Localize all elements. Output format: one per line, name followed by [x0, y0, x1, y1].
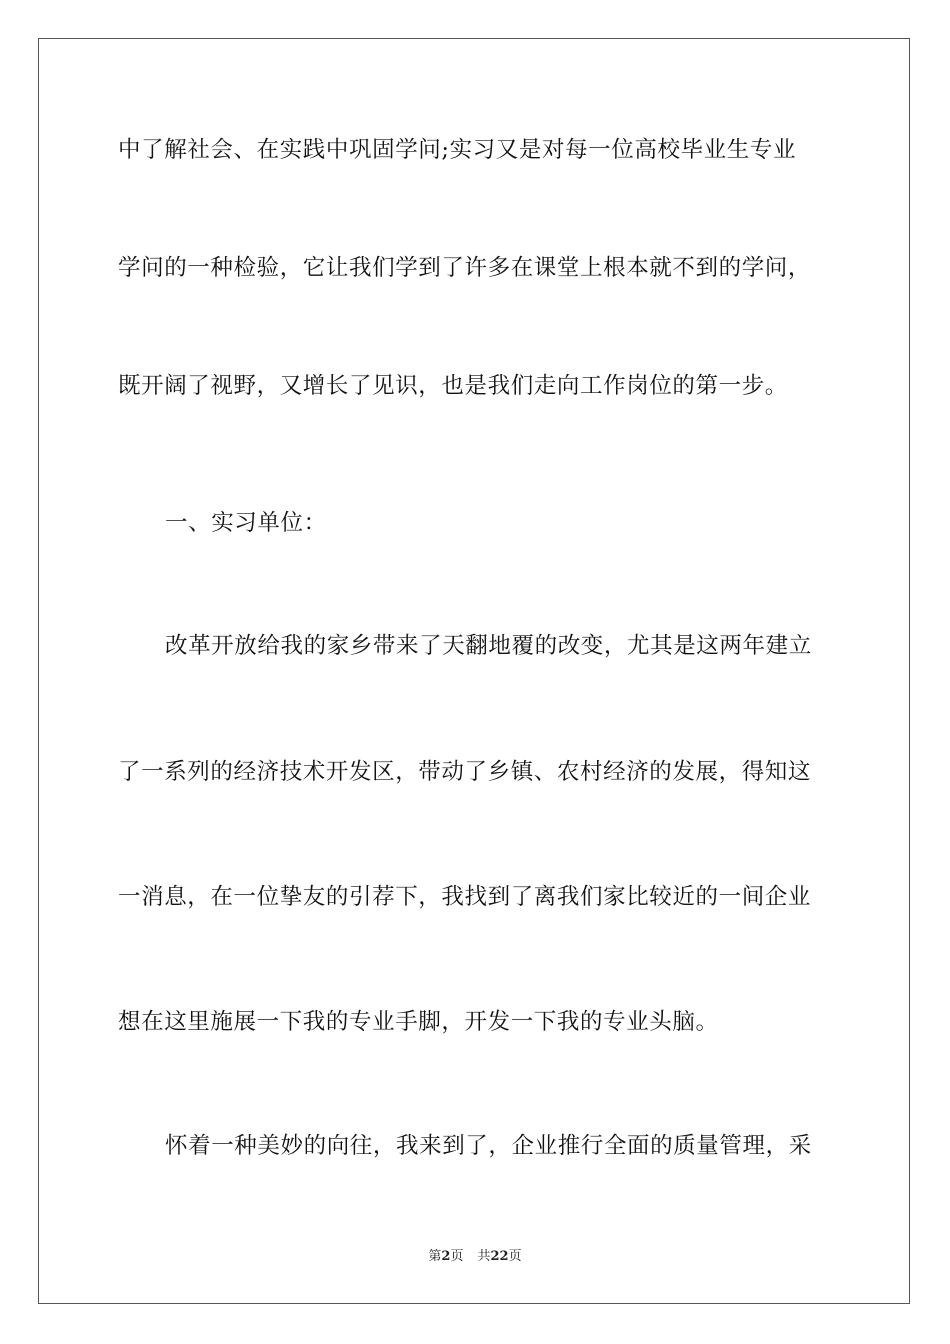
footer-total-unit: 页 [508, 1249, 522, 1264]
footer-page-number: 2 [441, 1249, 451, 1264]
text-line-3: 既开阔了视野，又增长了见识，也是我们走向工作岗位的第一步。 [118, 373, 788, 399]
page-footer [0, 1248, 950, 1266]
footer-total-prefix: 共 [477, 1249, 491, 1264]
footer-page-unit: 页 [450, 1249, 464, 1264]
text-line-6: 了一系列的经济技术开发区，带动了乡镇、农村经济的发展，得知这 [118, 759, 812, 785]
text-line-2: 学问的一种检验，它让我们学到了许多在课堂上根本就不到的学问， [118, 255, 812, 281]
footer-page-prefix: 第 [428, 1249, 442, 1264]
text-line-5: 改革开放给我的家乡带来了天翻地覆的改变，尤其是这两年建立 [165, 633, 812, 659]
text-line-8: 想在这里施展一下我的专业手脚，开发一下我的专业头脑。 [118, 1009, 719, 1035]
text-line-9: 怀着一种美妙的向往，我来到了，企业推行全面的质量管理，采 [165, 1133, 812, 1159]
text-line-1: 中了解社会、在实践中巩固学问;实习又是对每一位高校毕业生专业 [118, 137, 797, 163]
section-heading: 一、实习单位： [165, 510, 327, 536]
page-border [38, 38, 910, 1304]
text-line-7: 一消息，在一位挚友的引荐下，我找到了离我们家比较近的一间企业 [118, 884, 812, 910]
footer-total-number: 22 [490, 1249, 509, 1264]
